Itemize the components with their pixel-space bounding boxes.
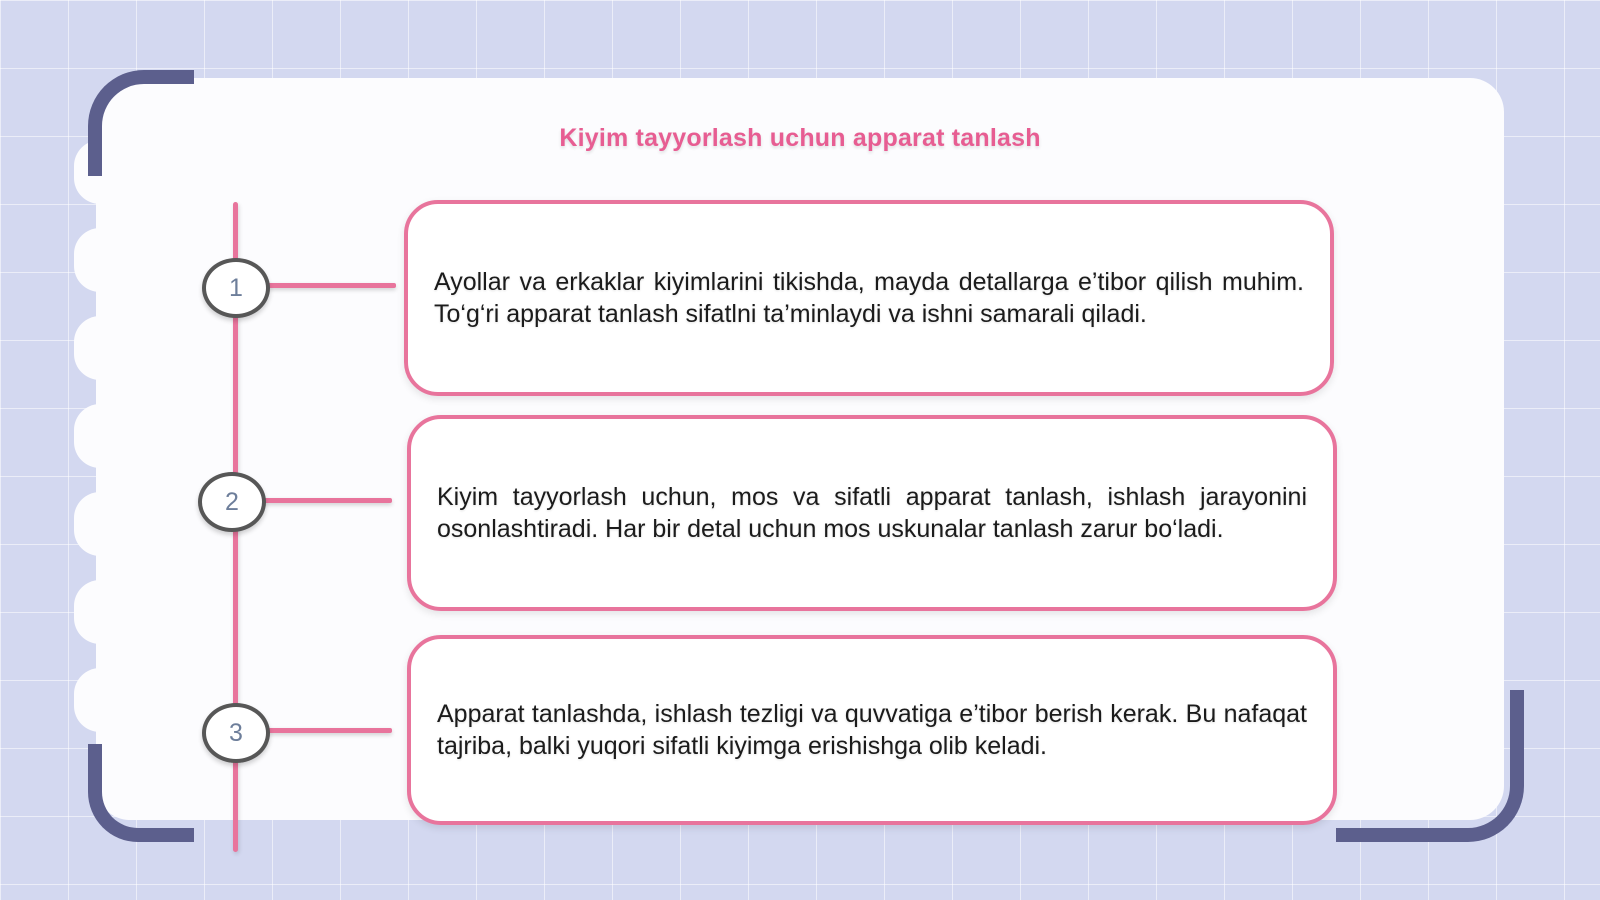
step-text: Apparat tanlashda, ishlash tezligi va quvvatiga e’tibor berish kerak. Bu nafaqat tajriba, balki yuqori sifatli kiyimga erishishga olib keladi. (437, 700, 1307, 760)
step-box (404, 200, 1334, 396)
card-scallop (74, 580, 126, 644)
step-connector (266, 728, 392, 733)
card-scallop (74, 492, 126, 556)
step-connector (262, 498, 392, 503)
frame-corner-bottom-left (88, 744, 194, 842)
step-box (407, 415, 1337, 611)
frame-corner-top-left (88, 70, 194, 176)
step-number-badge: 2 (198, 472, 266, 532)
step-connector (266, 283, 396, 288)
card-scallop (74, 404, 126, 468)
frame-corner-bottom-right (1336, 690, 1524, 842)
step-number-badge: 1 (202, 258, 270, 318)
slide-title: Kiyim tayyorlash uchun apparat tanlash (559, 124, 1041, 152)
card-scallop (74, 668, 126, 732)
step-number-badge: 3 (202, 703, 270, 763)
card-scallop (74, 316, 126, 380)
step-box (407, 635, 1337, 825)
step-text: Kiyim tayyorlash uchun, mos va sifatli apparat tanlash, ishlash jarayonini osonlashtiradi. Har bir detal uchun mos uskunalar tanlash zarur bo‘ladi. (437, 483, 1307, 543)
step-text: Ayollar va erkaklar kiyimlarini tikishda, mayda detallarga e’tibor qilish muhim. To‘g‘ri apparat tanlash sifatlni ta’minlaydi va ishni samarali qiladi. (434, 268, 1304, 328)
card-scallop (74, 228, 126, 292)
